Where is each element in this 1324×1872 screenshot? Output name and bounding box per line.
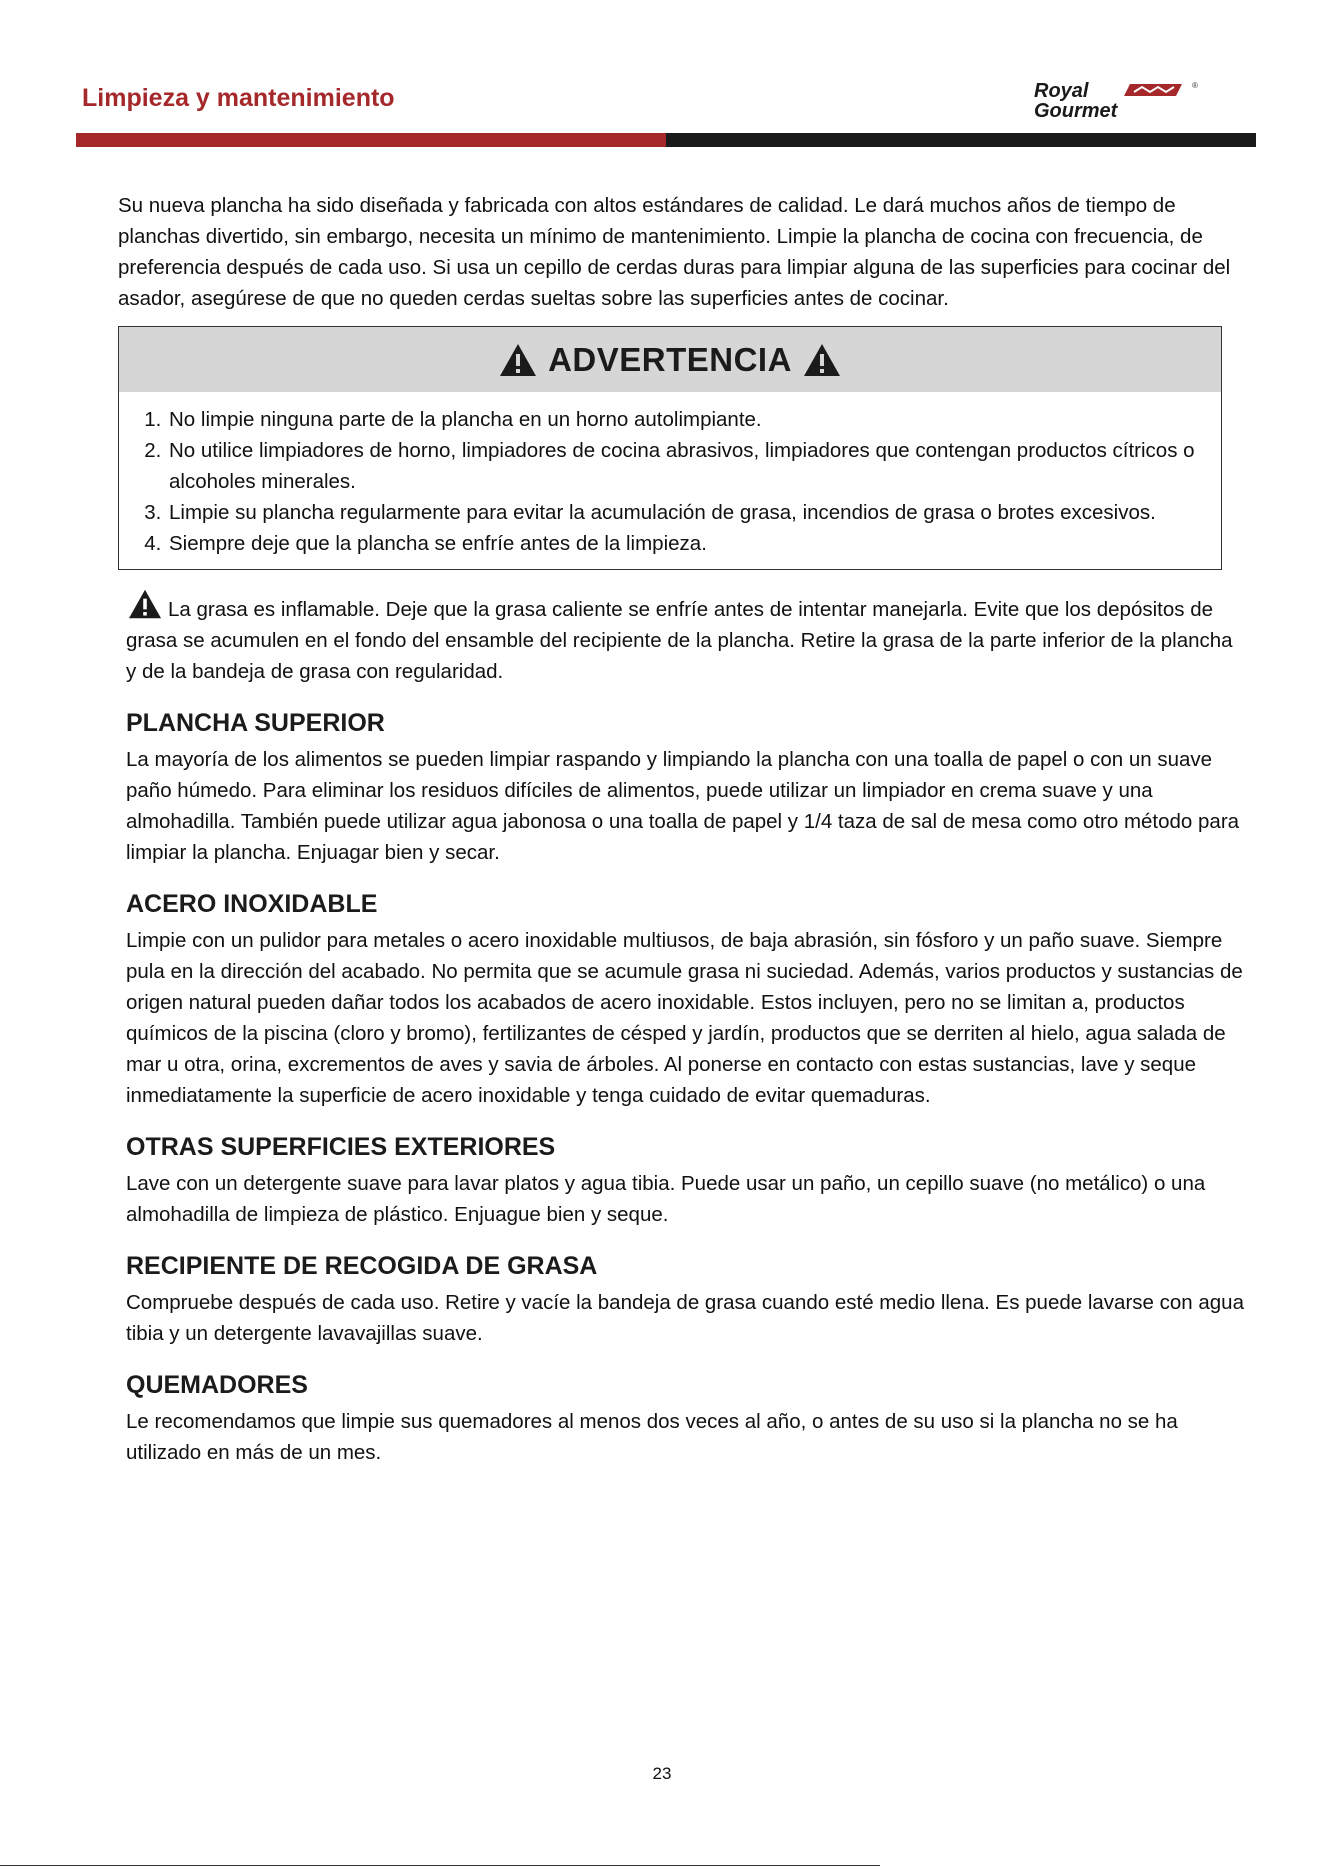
- logo-text-line1: Royal: [1034, 80, 1089, 102]
- section-body: La mayoría de los alimentos se pueden limpiar raspando y limpiando la plancha con una toalla de papel o con un suave paño húmedo. Para eliminar los residuos difíciles de alimentos, puede utilizar un limpiador en crema suave y una almohadilla. También puede utilizar agua jabonosa o una toalla de papel y 1/4 taza de sal de mesa como otro método para limpiar la plancha. Enjuagar bien y secar.: [126, 748, 1240, 864]
- section-body: Compruebe después de cada uso. Retire y vacíe la bandeja de grasa cuando esté medio llena. Es puede lavarse con agua tibia y un detergente lavavajillas suave.: [126, 1291, 1244, 1345]
- section-otras-superficies: [118, 1133, 1248, 1230]
- page-title: Limpieza y mantenimiento: [82, 84, 395, 112]
- footer-divider: [0, 1865, 880, 1866]
- section-heading: PLANCHA SUPERIOR: [126, 709, 385, 737]
- logo-text-line2: Gourmet: [1034, 100, 1118, 120]
- warning-header: [119, 327, 1221, 392]
- header-bar-black: [666, 133, 1256, 147]
- section-body: Le recomendamos que limpie sus quemadores al menos dos veces al año, o antes de su uso si la plancha no se ha utilizado en más de un mes.: [126, 1410, 1178, 1464]
- section-heading: OTRAS SUPERFICIES EXTERIORES: [126, 1133, 556, 1161]
- section-plancha-superior: [118, 709, 1248, 868]
- warning-item: 3. Limpie su plancha regularmente para evitar la acumulación de grasa, incendios de grasa o brotes excesivos.: [167, 497, 1221, 528]
- warning-title: ADVERTENCIA: [548, 340, 792, 378]
- warning-list: [119, 404, 1221, 559]
- page-number: 23: [652, 1764, 672, 1783]
- section-acero-inoxidable: [118, 890, 1248, 1111]
- warning-item: 2. No utilice limpiadores de horno, limpiadores de cocina abrasivos, limpiadores que contengan productos cítricos o alcoholes minerales.: [167, 435, 1221, 497]
- grease-warning-note: [118, 588, 1248, 687]
- grease-note-text: La grasa es inflamable. Deje que la grasa caliente se enfríe antes de intentar manejarla. Evite que los depósitos de grasa se acumulen en el fondo del ensamble del recipiente de la plancha. Retire la grasa de la parte inferior de la plancha y de la bandeja de grasa con regularidad.: [126, 598, 1233, 683]
- section-heading: RECIPIENTE DE RECOGIDA DE GRASA: [126, 1252, 598, 1280]
- warning-box: [118, 326, 1222, 570]
- logo-flag-icon: [1124, 84, 1182, 96]
- warning-item: 4. Siempre deje que la plancha se enfríe antes de la limpieza.: [167, 528, 1221, 559]
- warning-triangle-icon: [126, 588, 164, 620]
- section-recipiente-grasa: [118, 1252, 1248, 1349]
- warning-triangle-icon: [498, 342, 538, 378]
- warning-triangle-icon: [802, 342, 842, 378]
- page-content: [118, 190, 1248, 1468]
- section-body: Limpie con un pulidor para metales o acero inoxidable multiusos, de baja abrasión, sin fósforo y un paño suave. Siempre pula en la dirección del acabado. No permita que se acumule grasa ni suciedad. Además, varios productos y sustancias de origen natural pueden dañar todos los acabados de acero inoxidable. Estos incluyen, pero no se limitan a, productos químicos de la piscina (cloro y bromo), fertilizantes de césped y jardín, productos que se derriten al hielo, agua salada de mar u otra, orina, excrementos de aves y savia de árboles. Al ponerse en contacto con estas sustancias, lave y seque inmediatamente la superficie de acero inoxidable y tenga cuidado de evitar quemaduras.: [126, 929, 1243, 1107]
- intro-paragraph: Su nueva plancha ha sido diseñada y fabricada con altos estándares de calidad. Le dará muchos años de tiempo de planchas divertido, sin embargo, necesita un mínimo de mantenimiento. Limpie la plancha de cocina con frecuencia, de preferencia después de cada uso. Si usa un cepillo de cerdas duras para limpiar alguna de las superficies para cocinar del asador, asegúrese de que no queden cerdas sueltas sobre las superficies antes de cocinar.: [118, 194, 1231, 310]
- header-bar-red: [76, 133, 666, 147]
- section-quemadores: [118, 1371, 1248, 1468]
- warning-item: 1. No limpie ninguna parte de la plancha en un horno autolimpiante.: [167, 404, 1221, 435]
- royal-gourmet-logo: [1030, 80, 1242, 120]
- header-bar: [76, 133, 1256, 147]
- section-heading: ACERO INOXIDABLE: [126, 890, 378, 918]
- section-body: Lave con un detergente suave para lavar platos y agua tibia. Puede usar un paño, un cepillo suave (no metálico) o una almohadilla de limpieza de plástico. Enjuague bien y seque.: [126, 1172, 1206, 1226]
- logo-registered-mark: ®: [1192, 81, 1198, 90]
- section-heading: QUEMADORES: [126, 1371, 308, 1399]
